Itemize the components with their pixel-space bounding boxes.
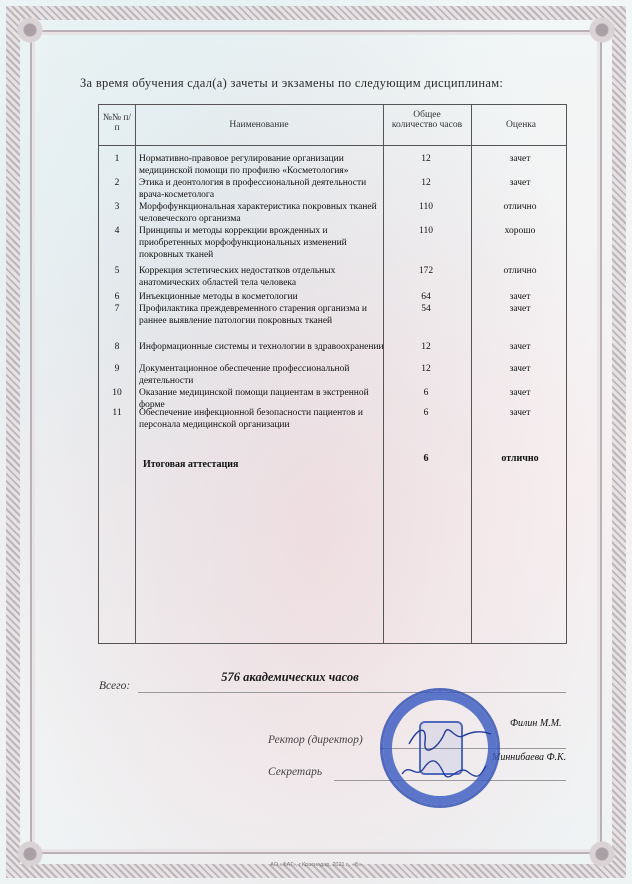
discipline-name: Инъекционные методы в косметологии — [139, 292, 298, 302]
corner-ornament — [8, 832, 52, 876]
row-number: 9 — [114, 364, 120, 374]
discipline-name: Обеспечение инфекционной безопасности пациентов и персонала медицинской организации — [139, 408, 363, 430]
discipline-name: Коррекция эстетических недостатков отдельных анатомических областей тела человека — [139, 266, 336, 288]
discipline-name: Нормативно-правовое регулирование организации медицинской помощи по профилю «Косметология» — [139, 154, 349, 176]
total-hours: 576 академических часов — [221, 670, 359, 684]
corner-ornament — [580, 8, 624, 52]
discipline-hours: 110 — [419, 226, 433, 236]
discipline-grade: зачет — [509, 342, 531, 352]
row-number: 11 — [112, 408, 122, 418]
row-number: 7 — [114, 304, 120, 314]
column-divider — [135, 105, 136, 643]
total-label: Всего: — [99, 680, 131, 692]
discipline-grade: хорошо — [504, 226, 536, 236]
discipline-hours: 172 — [418, 266, 434, 276]
column-divider — [471, 105, 472, 643]
row-number: 4 — [114, 226, 120, 236]
discipline-name: Оказание медицинской помощи пациентам в экстренной форме — [139, 388, 369, 410]
discipline-hours: 12 — [421, 154, 431, 164]
discipline-grade: зачет — [509, 388, 531, 398]
page-heading: За время обучения сдал(а) зачеты и экзамены по следующим дисциплинам: — [80, 76, 504, 90]
discipline-name: Принципы и методы коррекции врожденных и приобретенных морфофункциональных изменений покровных тканей — [139, 226, 347, 260]
header-grade: Оценка — [506, 120, 536, 130]
discipline-grade: отлично — [503, 266, 537, 276]
discipline-grade: зачет — [509, 178, 531, 188]
discipline-hours: 64 — [421, 292, 431, 302]
discipline-grade: отлично — [503, 202, 537, 212]
discipline-grade: зачет — [509, 292, 531, 302]
rector-signature — [405, 722, 495, 752]
rector-name: Филин М.М. — [510, 718, 562, 729]
row-number: 6 — [114, 292, 120, 302]
row-number: 2 — [114, 178, 120, 188]
discipline-grade: зачет — [509, 154, 531, 164]
discipline-hours: 12 — [421, 342, 431, 352]
secretary-signature — [398, 756, 488, 786]
discipline-grade: зачет — [509, 304, 531, 314]
discipline-hours: 6 — [423, 408, 429, 418]
row-number: 5 — [114, 266, 120, 276]
discipline-grade: зачет — [509, 364, 531, 374]
discipline-name: Морфофункциональная характеристика покровных тканей человеческого организма — [139, 202, 377, 224]
discipline-hours: 6 — [423, 388, 429, 398]
total-underline — [138, 692, 566, 693]
final-attestation-grade: отлично — [501, 453, 539, 464]
corner-ornament — [580, 832, 624, 876]
disciplines-table — [98, 104, 567, 644]
header-hours: Общее количество часов — [391, 110, 463, 130]
row-number: 3 — [114, 202, 120, 212]
final-attestation-label: Итоговая аттестация — [143, 459, 239, 470]
corner-ornament — [8, 8, 52, 52]
row-number: 1 — [114, 154, 120, 164]
discipline-name: Информационные системы и технологии в здравоохранении — [139, 342, 384, 352]
discipline-hours: 12 — [421, 178, 431, 188]
rector-label: Ректор (директор) — [268, 734, 363, 746]
discipline-hours: 54 — [421, 304, 431, 314]
header-num: №№ п/п — [102, 113, 132, 133]
printer-footer: АО «ФАГ», г.Краснодар, 2021 г., «Б» — [270, 862, 362, 868]
secretary-label: Секретарь — [268, 766, 323, 778]
final-attestation-hours: 6 — [423, 453, 429, 464]
header-divider — [99, 145, 566, 146]
discipline-name: Этика и деонтология в профессиональной деятельности врача-косметолога — [139, 178, 367, 200]
row-number: 8 — [114, 342, 120, 352]
header-name: Наименование — [229, 120, 289, 130]
discipline-hours: 12 — [421, 364, 431, 374]
row-number: 10 — [112, 388, 122, 398]
secretary-name: Миннибаева Ф.К. — [492, 752, 567, 763]
discipline-name: Профилактика преждевременного старения организма и раннее выявление патологии покровных тканей — [139, 304, 367, 326]
discipline-name: Документационное обеспечение профессиональной деятельности — [139, 364, 350, 386]
discipline-grade: зачет — [509, 408, 531, 418]
discipline-hours: 110 — [419, 202, 433, 212]
